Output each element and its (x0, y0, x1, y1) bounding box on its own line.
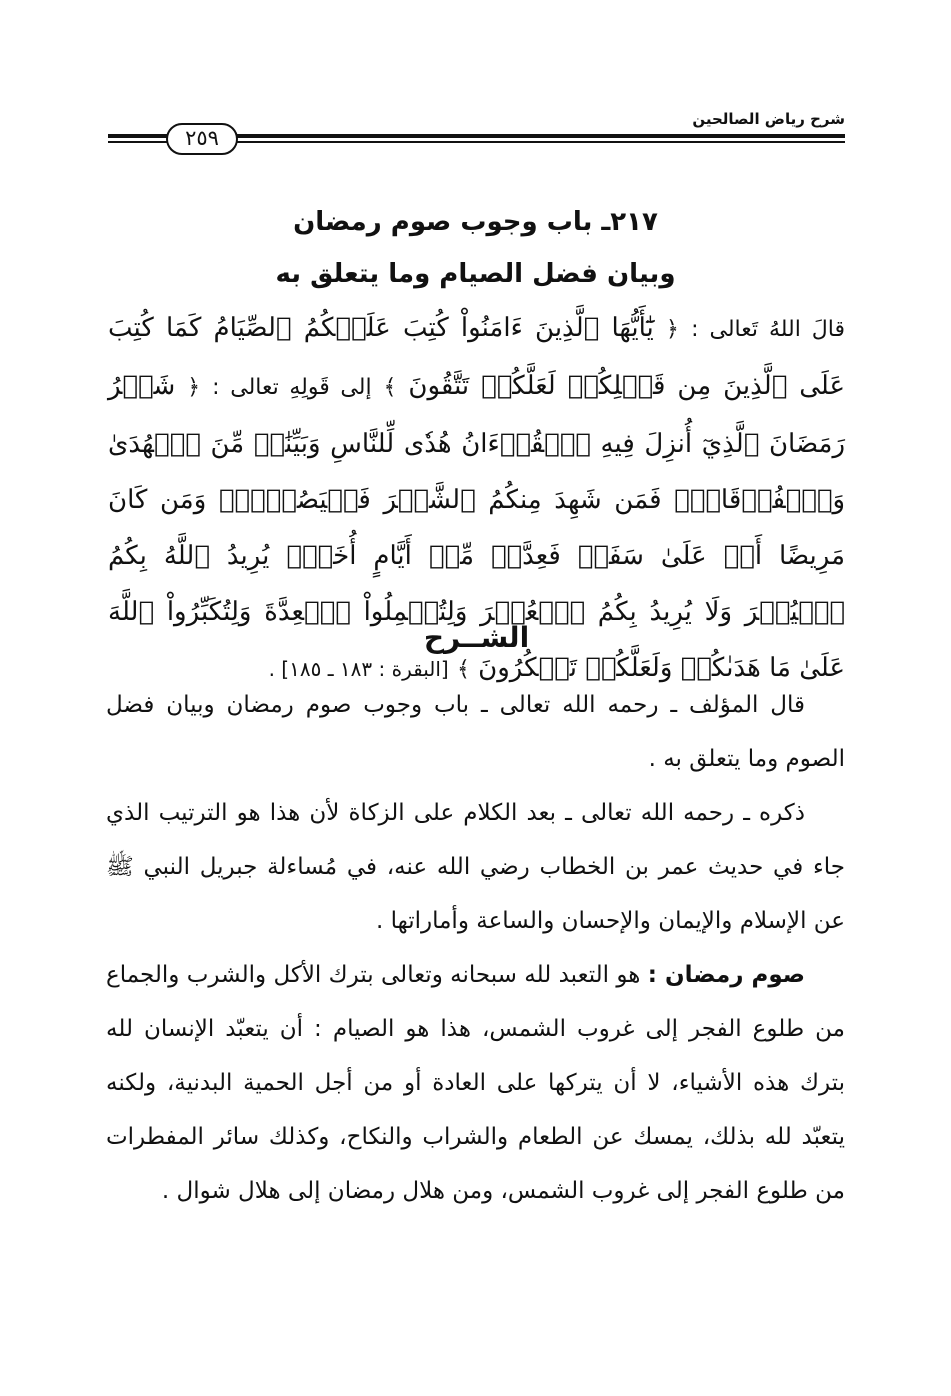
page-number: ٢٥٩ (166, 123, 238, 155)
paragraph-3 (106, 948, 845, 1218)
quran-intro: قالَ اللهُ تَعالى : (691, 317, 846, 342)
chapter-heading (160, 196, 791, 300)
ornate-bracket-open: ﴿ (187, 375, 201, 400)
ornate-bracket-close: ﴾ (383, 375, 397, 400)
quran-verse-1: يَٰٓأَيُّهَا ٱلَّذِينَ ءَامَنُواْ كُتِبَ عَلَيۡكُمُ ٱلصِّيَامُ كَمَا كُتِبَ عَلَى ٱلَّذِينَ مِن قَبۡلِكُمۡ لَعَلَّكُمۡ تَتَّقُونَ (108, 313, 846, 401)
chapter-title-line-2: وبيان فضل الصيام وما يتعلق به (275, 259, 676, 289)
paragraph-3-lead: صوم رمضان : (647, 962, 805, 988)
quran-verse-2: شَهۡرُ رَمَضَانَ ٱلَّذِيٓ أُنزِلَ فِيهِ ٱلۡقُرۡءَانُ هُدٗى لِّلنَّاسِ وَبَيِّنَٰتٖ مِّنَ ٱلۡهُدَىٰ وَٱلۡفُرۡقَانِۚ فَمَن شَهِدَ مِنكُمُ ٱلشَّهۡرَ فَلۡيَصُمۡهُۖ وَمَن كَانَ مَرِيضًا أَوۡ عَلَىٰ سَفَرٖ فَعِدَّةٞ مِّنۡ أَيَّامٍ أُخَرَۗ يُرِيدُ ٱللَّهُ بِكُمُ ٱلۡيُسۡرَ وَلَا يُرِيدُ بِكُمُ ٱلۡعُسۡرَ وَلِتُكۡمِلُواْ ٱلۡعِدَّةَ وَلِتُكَبِّرُواْ ٱللَّهَ عَلَىٰ مَا هَدَىٰكُمۡ وَلَعَلَّكُمۡ تَشۡكُرُونَ (108, 371, 845, 683)
paragraph-1: قال المؤلف ـ رحمه الله تعالى ـ باب وجوب صوم رمضان وبيان فضل الصوم وما يتعلق به . (106, 692, 845, 772)
quran-connector: إلى قَولِهِ تعالى : (212, 375, 372, 400)
book-title: شرح رياض الصالحين (692, 110, 845, 128)
ornate-bracket-open: ﴿ (666, 317, 679, 342)
explanation-heading: الشــرح (423, 621, 530, 654)
chapter-title-line-1: ٢١٧ـ باب وجوب صوم رمضان (293, 207, 658, 237)
quran-reference: [البقرة : ١٨٣ ـ ١٨٥] . (268, 657, 449, 681)
running-header (108, 96, 845, 156)
ornate-bracket-close: ﴾ (457, 657, 470, 682)
explanation-body (106, 678, 845, 1218)
paragraph-2: ذكره ـ رحمه الله تعالى ـ بعد الكلام على الزكاة لأن هذا هو الترتيب الذي جاء في حديث عمر بن الخطاب رضي الله عنه، في مُساءلة جبريل النبي ﷺ عن الإسلام والإيمان والإحسان والساعة وأماراتها . (106, 800, 845, 934)
paragraph-3-text: هو التعبد لله سبحانه وتعالى بترك الأكل والشرب والجماع من طلوع الفجر إلى غروب الشمس، هذا هو الصيام : أن يتعبّد الإنسان لله بترك هذه الأشياء، لا أن يتركها على العادة أو من أجل الحمية البدنية، ولكنه يتعبّد لله بذلك، يمسك عن الطعام والشراب والنكاح، وكذلك سائر المفطرات من طلوع الفجر إلى غروب الشمس، ومن هلال رمضان إلى هلال شوال . (106, 962, 845, 1204)
